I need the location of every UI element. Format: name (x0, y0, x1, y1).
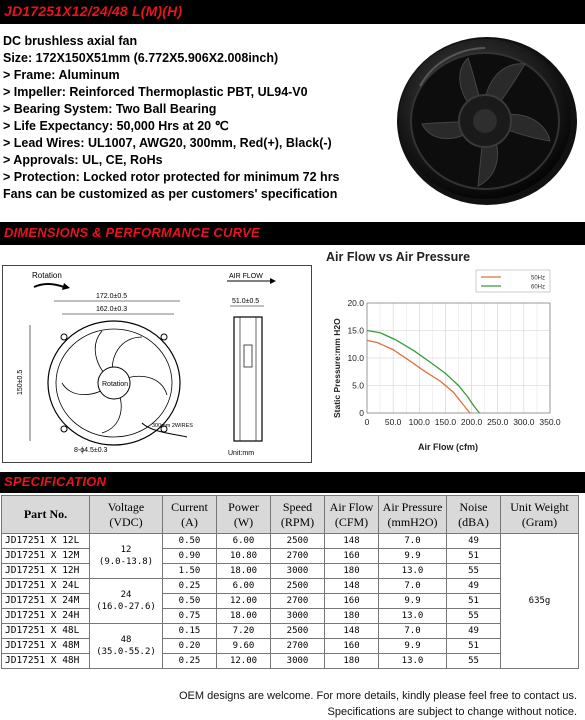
x-axis-label: Air Flow (cfm) (418, 442, 478, 452)
spec-summary (3, 33, 393, 203)
y-tick-label: 5.0 (352, 380, 364, 391)
table-cell: 51 (447, 549, 501, 564)
table-cell: 148 (325, 624, 379, 639)
x-tick-label: 200.0 (460, 417, 483, 427)
spec-line: > Frame: Aluminum (3, 68, 120, 82)
legend-label: 60Hz (531, 284, 546, 291)
section-title: DIMENSIONS & PERFORMANCE CURVE (4, 225, 260, 240)
y-tick-label: 15.0 (347, 325, 364, 336)
table-header-line: Noise (459, 499, 488, 514)
table-cell: 0.15 (163, 624, 217, 639)
series-line (367, 340, 470, 413)
table-cell: 13.0 (379, 654, 447, 669)
table-cell: JD17251 X 24L (2, 579, 90, 594)
voltage-value: 12 (120, 545, 132, 555)
table-row (2, 609, 579, 624)
voltage-range: (35.0-55.2) (96, 647, 156, 657)
table-header (379, 496, 447, 534)
table-cell: 9.9 (379, 594, 447, 609)
table-cell: 10.80 (217, 549, 271, 564)
voltage-value: 48 (120, 635, 132, 645)
performance-chart (326, 248, 581, 460)
table-header-line: Air Flow (329, 499, 374, 514)
table-header-line: (RPM) (280, 514, 315, 529)
table-cell: 160 (325, 549, 379, 564)
spec-line: > Lead Wires: UL1007, AWG20, 300mm, Red(+), Black(-) (3, 136, 332, 150)
table-header-line: (VDC) (109, 514, 143, 529)
table-cell: 18.00 (217, 609, 271, 624)
table-cell: 2700 (271, 639, 325, 654)
table-header-line: Power (228, 499, 259, 514)
table-header-line: Part No. (23, 507, 68, 521)
table-cell: 1.50 (163, 564, 217, 579)
table-row (2, 654, 579, 669)
spec-line: > Protection: Locked rotor protected for minimum 72 hrs (3, 170, 340, 184)
table-cell: 2500 (271, 534, 325, 549)
table-cell: 51 (447, 639, 501, 654)
x-tick-label: 100.0 (408, 417, 430, 427)
table-cell: 7.20 (217, 624, 271, 639)
table-header (90, 496, 163, 534)
voltage-range: (16.0-27.6) (96, 602, 156, 612)
table-row (2, 564, 579, 579)
table-cell: JD17251 X 12H (2, 564, 90, 579)
table-cell: 2500 (271, 624, 325, 639)
table-row (2, 624, 579, 639)
table-cell: 0.25 (163, 579, 217, 594)
spec-line: > Impeller: Reinforced Thermoplastic PBT, UL94-V0 (3, 85, 308, 99)
table-cell: 180 (325, 654, 379, 669)
table-row (2, 534, 579, 549)
table-cell: 12.00 (217, 594, 271, 609)
table-header (271, 496, 325, 534)
table-cell: 9.60 (217, 639, 271, 654)
table-cell: 6.00 (217, 579, 271, 594)
table-cell: 180 (325, 564, 379, 579)
spec-line: > Life Expectancy: 50,000 Hrs at 20 ℃ (3, 119, 229, 133)
table-header-line: (A) (181, 514, 198, 529)
fan-product-image (390, 26, 580, 216)
x-tick-label: 350.0 (539, 417, 561, 427)
x-tick-label: 50.0 (384, 417, 402, 427)
table-cell: JD17251 X 48M (2, 639, 90, 654)
dimension-drawing (2, 265, 312, 463)
table-cell: JD17251 X 48H (2, 654, 90, 669)
table-cell: 7.0 (379, 579, 447, 594)
dim-51: 51.0±0.5 (232, 298, 260, 305)
table-cell: 148 (325, 579, 379, 594)
airflow-label: AIR FLOW (229, 273, 263, 280)
table-header-line: (W) (233, 514, 254, 529)
table-header (2, 496, 90, 534)
unit-label: Unit:mm (228, 450, 255, 457)
table-cell: 180 (325, 609, 379, 624)
table-header-line: (mmH2O) (387, 514, 438, 529)
table-cell: 12.00 (217, 654, 271, 669)
table-cell: 0.50 (163, 534, 217, 549)
table-cell: 3000 (271, 654, 325, 669)
table-cell: JD17251 X 12M (2, 549, 90, 564)
table-header (501, 496, 579, 534)
table-cell: 160 (325, 639, 379, 654)
table-header-line: (dBA) (458, 514, 489, 529)
table-header (217, 496, 271, 534)
table-cell: JD17251 X 24H (2, 609, 90, 624)
table-cell: JD17251 X 12L (2, 534, 90, 549)
y-axis-label: Static Pressure:mm H2O (332, 318, 342, 418)
product-title: JD17251X12/24/48 L(M)(H) (4, 3, 183, 19)
footer-disclaimer: Specifications are subject to change without notice. (327, 706, 577, 718)
table-cell: 160 (325, 594, 379, 609)
x-tick-label: 0 (364, 417, 370, 427)
table-cell (90, 534, 163, 579)
y-tick-label: 20.0 (347, 298, 364, 308)
dim-172: 172.0±0.5 (96, 293, 128, 300)
footer-note: OEM designs are welcome. For more details, kindly please feel free to contact us. (178, 690, 577, 702)
section-bar-dimensions (0, 222, 585, 245)
section-title: SPECIFICATION (4, 474, 107, 489)
section-bar-specification (0, 472, 585, 493)
table-cell: 55 (447, 564, 501, 579)
rotation-center-label: Rotation (102, 381, 129, 388)
table-cell: 0.20 (163, 639, 217, 654)
chart-title: Air Flow vs Air Pressure (326, 250, 471, 264)
table-cell: 635g (501, 534, 579, 669)
voltage-range: (9.0-13.8) (98, 557, 154, 567)
x-tick-label: 250.0 (487, 417, 509, 427)
table-cell: 7.0 (379, 534, 447, 549)
table-cell: 148 (325, 534, 379, 549)
spec-line: > Bearing System: Two Ball Bearing (3, 102, 217, 116)
table-header-line: Air Pressure (382, 499, 443, 514)
table-cell: 49 (447, 534, 501, 549)
wire-label: 300mm 2WIRES (152, 423, 193, 429)
hole-label: 8-ϕ4.5±0.3 (74, 447, 108, 454)
legend-label: 50Hz (531, 275, 546, 282)
table-cell: JD17251 X 24M (2, 594, 90, 609)
spec-line: > Approvals: UL, CE, RoHs (3, 153, 163, 167)
dim-150: 150±0.5 (17, 369, 24, 395)
table-cell: 2700 (271, 594, 325, 609)
table-cell: JD17251 X 48L (2, 624, 90, 639)
x-tick-label: 150.0 (434, 417, 457, 427)
table-cell (90, 624, 163, 669)
table-cell: 55 (447, 654, 501, 669)
table-cell: 13.0 (379, 609, 447, 624)
x-tick-label: 300.0 (513, 417, 535, 427)
table-header-line: Voltage (107, 499, 145, 514)
table-cell: 55 (447, 609, 501, 624)
table-cell: 2500 (271, 579, 325, 594)
table-cell: 18.00 (217, 564, 271, 579)
table-cell: 7.0 (379, 624, 447, 639)
table-cell: 49 (447, 624, 501, 639)
specification-table (1, 495, 579, 669)
table-header (325, 496, 379, 534)
table-cell: 6.00 (217, 534, 271, 549)
table-row (2, 594, 579, 609)
table-cell: 9.9 (379, 549, 447, 564)
table-cell: 3000 (271, 609, 325, 624)
table-cell: 3000 (271, 564, 325, 579)
table-header-line: Unit Weight (510, 499, 569, 514)
table-cell: 2700 (271, 549, 325, 564)
table-cell: 9.9 (379, 639, 447, 654)
table-cell: 0.25 (163, 654, 217, 669)
table-row (2, 549, 579, 564)
voltage-value: 24 (120, 590, 132, 600)
rotation-label: Rotation (32, 271, 62, 280)
spec-line: Fans can be customized as per customers' specification (3, 187, 338, 201)
y-tick-label: 0 (359, 408, 364, 418)
table-header (447, 496, 501, 534)
spec-line: DC brushless axial fan (3, 34, 138, 48)
table-cell: 49 (447, 579, 501, 594)
table-cell (90, 579, 163, 624)
table-header-line: (CFM) (334, 514, 369, 529)
title-bar (0, 0, 585, 24)
table-header-line: Speed (282, 499, 313, 514)
spec-line: Size: 172X150X51mm (6.772X5.906X2.008inch) (3, 51, 279, 65)
table-header (163, 496, 217, 534)
table-row (2, 639, 579, 654)
table-header-line: (Gram) (521, 514, 558, 529)
table-header-line: Current (171, 499, 208, 514)
table-cell: 51 (447, 594, 501, 609)
table-cell: 13.0 (379, 564, 447, 579)
dim-162: 162.0±0.3 (96, 306, 128, 313)
table-row (2, 579, 579, 594)
table-cell: 0.90 (163, 549, 217, 564)
table-cell: 0.50 (163, 594, 217, 609)
y-tick-label: 10.0 (347, 353, 364, 363)
series-line (367, 331, 479, 414)
table-cell: 0.75 (163, 609, 217, 624)
